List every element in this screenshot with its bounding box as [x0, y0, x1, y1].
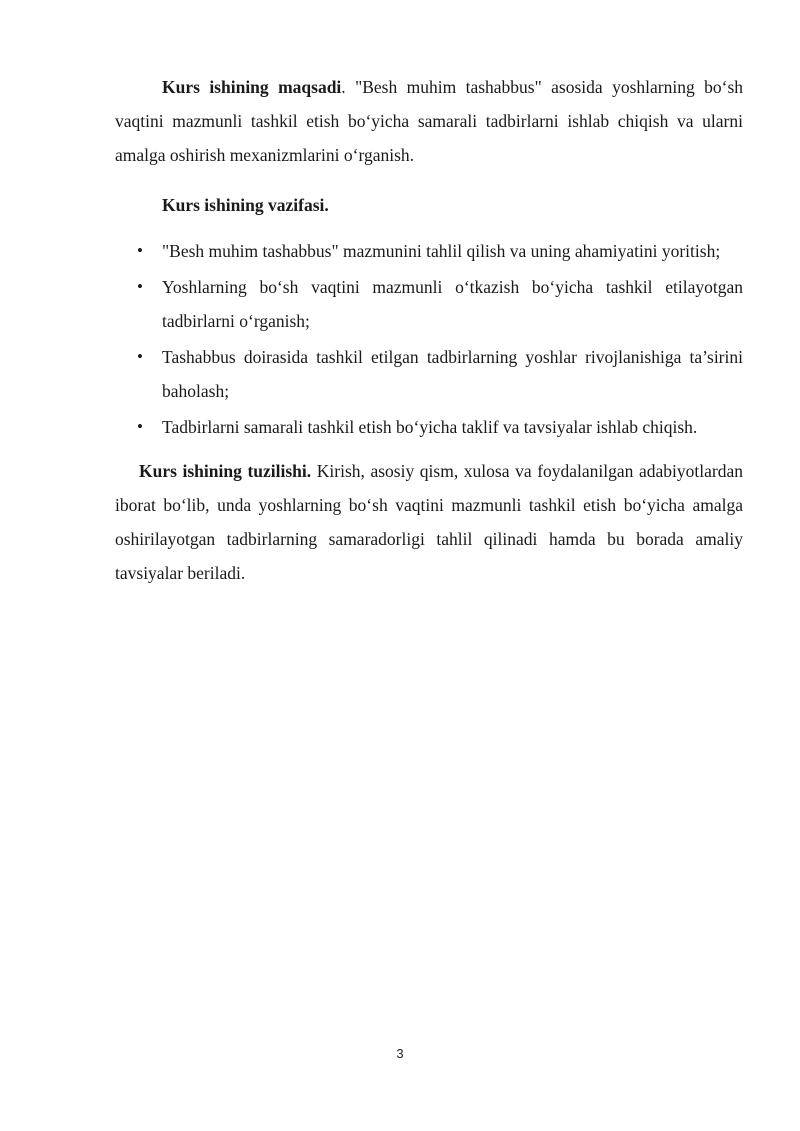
structure-heading: Kurs ishining tuzilishi. — [139, 461, 312, 481]
list-item — [115, 410, 743, 444]
bullet-icon: • — [137, 347, 143, 366]
task-item-text: Yoshlarning bo‘sh vaqtini mazmunli o‘tkazish bo‘yicha tashkil etilayotgan tadbirlarni o‘rganish; — [162, 277, 743, 331]
structure-text: Kirish, asosiy qism, xulosa va foydalanilgan adabiyotlardan iborat bo‘lib, unda yoshlarning bo‘sh vaqtini mazmunli tashkil etish bo‘yicha amalga oshirilayotgan tadbirlarning samaradorligi tahlil qilinadi hamda bu borada amaliy tavsiyalar beriladi. — [115, 461, 743, 583]
bullet-icon: • — [137, 417, 143, 436]
bullet-icon: • — [137, 241, 143, 260]
tasks-list — [115, 234, 743, 444]
goal-text: . "Besh muhim tashabbus" asosida yoshlarning bo‘sh vaqtini mazmunli tashkil etish bo‘yicha samarali tadbirlarni ishlab chiqish va ularni amalga oshirish mexanizmlarini o‘rganish. — [115, 77, 743, 165]
task-item-text: "Besh muhim tashabbus" mazmunini tahlil qilish va uning ahamiyatini yoritish; — [162, 241, 721, 261]
list-item — [115, 234, 743, 268]
bullet-icon: • — [137, 277, 143, 296]
tasks-heading: Kurs ishining vazifasi. — [162, 195, 329, 215]
structure-paragraph — [115, 454, 743, 590]
page-number: 3 — [396, 1046, 404, 1061]
goal-heading: Kurs ishining maqsadi — [162, 77, 342, 97]
goal-paragraph — [115, 70, 743, 172]
list-item — [115, 340, 743, 408]
task-item-text: Tadbirlarni samarali tashkil etish bo‘yicha taklif va tavsiyalar ishlab chiqish. — [162, 417, 698, 437]
list-item — [115, 270, 743, 338]
task-item-text: Tashabbus doirasida tashkil etilgan tadbirlarning yoshlar rivojlanishiga ta’sirini baholash; — [162, 347, 743, 401]
page-content — [115, 70, 743, 590]
